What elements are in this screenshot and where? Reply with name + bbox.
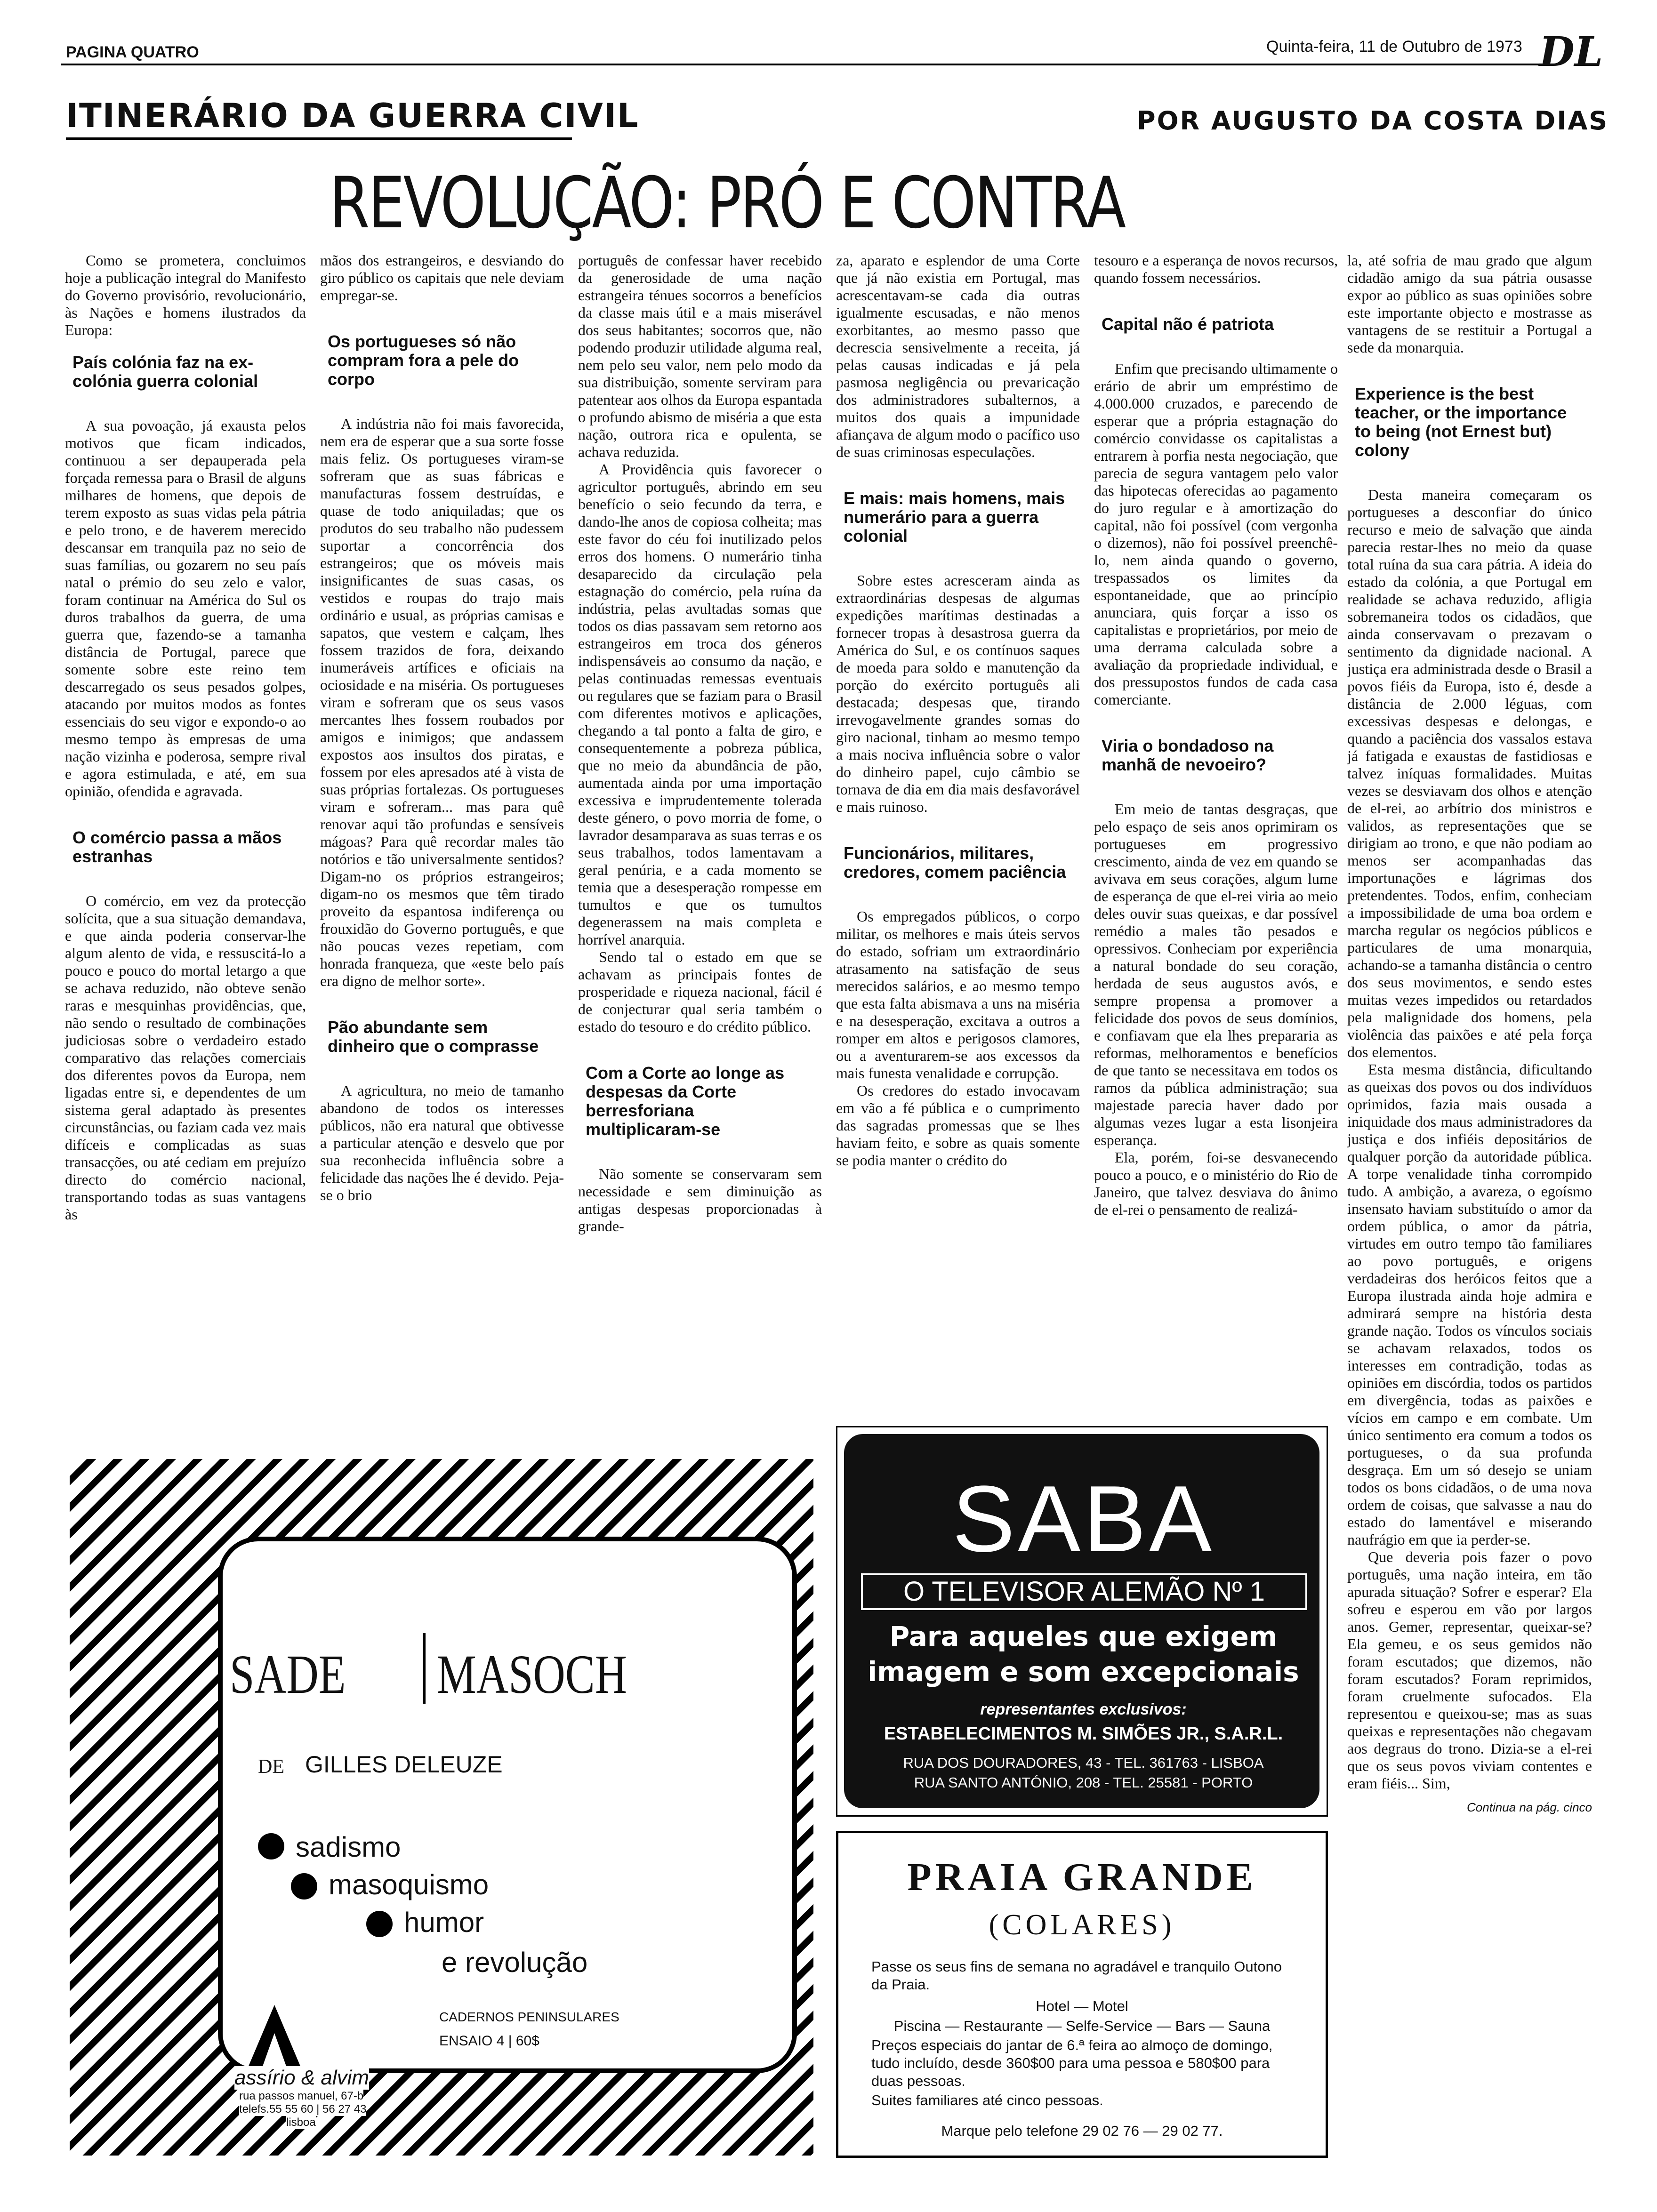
subhead: Capital não é patriota <box>1102 314 1274 334</box>
section-title-underline <box>66 137 572 140</box>
publisher-phones: telefs.55 55 60 | 56 27 43 <box>239 2103 367 2116</box>
book-advertisement <box>65 1454 818 2160</box>
article-column-5 <box>1094 252 1338 1218</box>
paragraph: Sendo tal o estado em que se achavam as principais fontes de prosperidade e riqueza nacional, fácil é de conjecturar qual seria também o estado do tesouro e do crédito público. <box>578 948 822 1035</box>
paragraph: Sobre estes acresceram ainda as extraordinárias despesas de algumas expedições marítimas destinadas a fornecer tropas à desastrosa guerra da América do Sul, e os contínuos saques de moeda para soldo e manutenção da porção do exército português ali destacada; despesas que, tirando irrevogavelmente grandes somas do giro nacional, tinham ao mesmo tempo a mais nociva influência sobre o valor do dinheiro papel, cujo câmbio se tornava de dia em dia mais desfavorável e mais ruinoso. <box>836 572 1080 815</box>
striped-frame <box>65 1454 818 2160</box>
paragraph: za, aparato e esplendor de uma Corte que já não existia em Portugal, mas acrescentavam-se cada dia outras igualmente escusadas, e não menos exorbitantes, ao mesmo passo que decrescia sensivelmente a receita, já pelas causas indicadas e já pela pasmosa negligência ou prevaricação dos administradores subalternos, a muitos dos quais a impunidade afiançava de algum modo o pacífico uso de suas criminosas especulações. <box>836 252 1080 460</box>
saba-company: ESTABELECIMENTOS M. SIMÕES JR., S.A.R.L. <box>884 1724 1283 1744</box>
main-headline: REVOLUÇÃO: PRÓ E CONTRA <box>330 162 1125 244</box>
saba-line2: imagem e som excepcionais <box>868 1656 1299 1688</box>
paragraph: A agricultura, no meio de tamanho abandono de todos os interesses públicos, não era natural que obtivesse a particular atenção e desvelo que por sua reconhecida influência sobre a felicidade das nações lhe é devido. Peja-se o brio <box>320 1082 564 1203</box>
paragraph: la, até sofria de mau grado que algum cidadão amigo da sua pátria ousasse expor ao público as suas opiniões sobre este importante objecto e mostrasse as vantagens de se restituir a Portugal a sede da monarquia. <box>1347 252 1592 356</box>
byline: POR AUGUSTO DA COSTA DIAS <box>1137 106 1609 136</box>
paragraph: A indústria não foi mais favorecida, nem era de esperar que a sua sorte fosse mais feliz. Os portugueses viram-se sofreram que as suas fábricas e manufacturas fossem destruídas, e quase de todo aniquiladas; que os produtos do seu trabalho não pudessem suportar a concorrência dos estrangeiros; que os móveis mais insignificantes de suas casas, os vestidos e roupas do trajo mais ordinário e usual, as próprias camisas e sapatos, que vestem e calçam, lhes fossem trazidos de fora, deixando inumeráveis artífices e oficiais na ociosidade e na miséria. Os portugueses viram e sofreram que os seus vasos mercantes lhes fossem roubados por amigos e inimigos; que andassem expostos aos insultos dos piratas, e fossem por eles apresados até à vista de suas próprias fortalezas. Os portugueses viram e sofreram... mas para quê renovar aqui tão profundas e sensíveis mágoas? Para quê recordar males tão notórios e tão universalmente sentidos? Digam-no os próprios estrangeiros; digam-no os mesmos que têm tirado proveito da espantosa indiferença ou frouxidão do Governo português, e que não poucas vezes repetiam, com honrada franqueza, que «este belo país era digno de melhor sorte». <box>320 415 564 989</box>
paragraph: Ela, porém, foi-se desvanecendo pouco a pouco, e o ministério do Rio de Janeiro, que talvez desviava do ânimo de el-rei o pensamento de realizá- <box>1094 1149 1338 1218</box>
paragraph: A sua povoação, já exausta pelos motivos que ficam indicados, continuou a ser depauperada pela forçada remessa para o Brasil de alguns milhares de homens, que depois de terem exposto as suas vidas pela pátria e pelo trono, e de haverem merecido descansar em tranquila paz no seio de suas famílias, ou gozarem no seu país natal o prémio do seu zelo e valor, foram continuar na América do Sul os duros trabalhos da guerra, de uma guerra que, fazendo-se a tamanha distância de Portugal, parece que somente sobre este reino tem descarregado os seus pesados golpes, atacando por muitos modos as fontes essenciais do seu vigor e expondo-o ao mesmo tempo às empresas de uma nação vizinha e poderosa, sempre rival e agora estimulada, e até, em sua opinião, ofendida e agravada. <box>65 417 306 800</box>
praia-grande-advertisement <box>836 1831 1328 2158</box>
saba-brand: SABA <box>952 1467 1215 1571</box>
issue-date: Quinta-feira, 11 de Outubro de 1973 <box>1266 38 1522 56</box>
section-title: ITINERÁRIO DA GUERRA CIVIL <box>66 96 639 135</box>
praia-intro: Passe os seus fins de semana no agradável e tranquilo Outono da Praia. <box>871 1958 1282 1993</box>
edition-price: ENSAIO 4 | 60$ <box>439 2033 539 2049</box>
bullet-dot <box>291 1873 317 1899</box>
theme-item: sadismo <box>296 1831 401 1863</box>
paragraph: Não somente se conservaram sem necessidade e sem diminuição as antigas despesas proporcionadas à grande- <box>578 1165 822 1234</box>
title-divider <box>423 1633 426 1704</box>
subhead: E mais: mais homens, mais numerário para a guerra colonial <box>844 489 1065 545</box>
paragraph: Esta mesma distância, dificultando as queixas dos povos ou dos indivíduos oprimidos, fazia mais ousada a iniquidade dos maus administradores da justiça e dos infiéis depositários de qualquer porção da autoridade pública. A torpe venalidade tinha corrompido tudo. A ambição, a avareza, o egoísmo insensato haviam substituído o amor da ordem pública, o amor da pátria, virtudes em outro tempo tão familiares ao povo português, e origens verdadeiras dos heróicos feitos que a Europa ilustrada ainda hoje admira e admirará sempre na história desta grande nação. Todos os vínculos sociais se achavam relaxados, todos os interesses em contradição, todas as opiniões em discórdia, todos os partidos em divergência, todas as paixões e vícios em campo e em combate. Um único sentimento era comum a todos os portugueses, o da sua profunda desgraça. Em um só desejo se uniam todos os bons cidadãos, o de uma nova ordem de coisas, que salvasse a nau do estado do lamentável e miserando naufrágio em que ia perder-se. <box>1347 1061 1592 1548</box>
author-name: GILLES DELEUZE <box>305 1751 503 1778</box>
saba-tagline: O TELEVISOR ALEMÃO Nº 1 <box>861 1573 1307 1610</box>
paragraph: tesouro e a esperança de novos recursos, quando fossem necessários. <box>1094 252 1338 286</box>
article-intro: Como se prometera, concluimos hoje a publicação integral do Manifesto do Governo provisório, revolucionário, às Nações e homens ilustrados da Europa: <box>65 252 306 338</box>
subhead: País colónia faz na ex-colónia guerra colonial <box>72 353 258 391</box>
saba-address-porto: RUA SANTO ANTÓNIO, 208 - TEL. 25581 - PORTO <box>914 1774 1253 1791</box>
paragraph: mãos dos estrangeiros, e desviando do giro público os capitais que nele deviam empregar-se. <box>320 252 564 304</box>
author-prefix: DE <box>258 1756 284 1778</box>
publisher-name: assírio & alvim <box>234 2066 370 2089</box>
subhead: Experience is the best teacher, or the importance to being (not Ernest but) colony <box>1355 384 1567 460</box>
article-column-1 <box>65 252 306 1223</box>
praia-hotel: Hotel — Motel <box>1036 1998 1128 2014</box>
publisher-address: rua passos manuel, 67-b <box>239 2090 364 2102</box>
saba-address-lisboa: RUA DOS DOURADORES, 43 - TEL. 361763 - LISBOA <box>903 1755 1264 1771</box>
header-rule <box>61 64 1539 65</box>
subhead: O comércio passa a mãos estranhas <box>72 828 282 866</box>
theme-item: e revolução <box>442 1947 588 1978</box>
book-title-left: SADE <box>230 1643 346 1705</box>
praia-prices: Preços especiais do jantar de 6.ª feira ao almoço de domingo, tudo incluído, desde 360$00 para uma pessoa e 580$00 para duas pessoas. <box>871 2037 1273 2089</box>
page-label: PAGINA QUATRO <box>66 43 199 61</box>
bullet-dot <box>258 1833 284 1859</box>
subhead: Funcionários, militares, credores, comem paciência <box>844 843 1066 882</box>
praia-facilities: Piscina — Restaurante — Selfe-Service — Bars — Sauna <box>893 2018 1271 2034</box>
praia-suites: Suites familiares até cinco pessoas. <box>871 2092 1103 2108</box>
paragraph: português de confessar haver recebido da generosidade de uma nação estrangeira ténues socorros a benefícios da classe mais útil e a mais miserável dos seus habitantes; socorros que, não podendo produzir utilidade alguma real, nem pelo seu valor, nem pelo modo da sua distribuição, somente serviram para patentear aos olhos da Europa espantada o profundo abismo de miséria a que esta nação, outrora rica e opulenta, se achava reduzida. <box>578 252 822 460</box>
publisher-logo-icon <box>249 2005 300 2066</box>
newspaper-logo: DL <box>1539 28 1603 76</box>
article-column-2 <box>320 252 564 1204</box>
subhead: Viria o bondadoso na manhã de nevoeiro? <box>1102 736 1274 774</box>
book-title-right: MASOCH <box>437 1643 627 1705</box>
subhead: Os portugueses só não compram fora a pele do corpo <box>328 332 519 389</box>
theme-item: humor <box>404 1907 484 1938</box>
publisher-city: lisboa <box>286 2116 316 2129</box>
article-column-4 <box>836 252 1080 1169</box>
article-column-3 <box>578 252 822 1235</box>
subhead: Com a Corte ao longe as despesas da Corte berresforiana multiplicaram-se <box>586 1063 785 1139</box>
series-name: CADERNOS PENINSULARES <box>439 2010 619 2024</box>
paragraph: Os credores do estado invocavam em vão a fé pública e o cumprimento das sagradas promessas que se lhes haviam feito, e sobre as quais somente se podia manter o crédito do <box>836 1082 1080 1169</box>
praia-title: PRAIA GRANDE <box>907 1855 1257 1899</box>
saba-advertisement <box>836 1426 1328 1817</box>
paragraph: O comércio, em vez da protecção solícita, que a sua situação demandava, e que ainda poderia conservar-lhe algum alento de vida, e ressuscitá-lo a pouco e pouco do mortal letargo a que se achava reduzido, não obteve senão raras e mesquinhas providências, que, não sendo o resultado de combinações judiciosas sobre o verdadeiro estado comparativo das relações comerciais dos diferentes povos da Europa, nem ligadas entre si, e dependentes de um sistema geral adaptado às presentes circunstâncias, ou faziam cada vez mais difíceis e complicadas as suas transacções, ou até cediam em prejuízo directo do comércio nacional, transportando todas as suas vantagens às <box>65 892 306 1223</box>
praia-phone[interactable]: Marque pelo telefone 29 02 76 — 29 02 77. <box>941 2123 1223 2139</box>
saba-rep-label: representantes exclusivos: <box>980 1700 1187 1718</box>
praia-subtitle: (COLARES) <box>989 1909 1175 1941</box>
paragraph: Os empregados públicos, o corpo militar, os melhores e mais úteis servos do estado, sofriam um extraordinário atrasamento na satisfação de seus merecidos salários, e ao mesmo tempo que esta falta abismava a uns na miséria e na desesperação, excitava a outros a romper em altos e perigosos clamores, ou a aventurarem-se aos excessos da mais funesta venalidade e corrupção. <box>836 908 1080 1082</box>
paragraph: A Providência quis favorecer o agricultor português, abrindo em seu benefício o seio fecundo da terra, e dando-lhe anos de copiosa colheita; mas este favor do céu foi inutilizado pelos erros dos homens. O numerário tinha desaparecido da circulação pela estagnação do comércio, pela ruína da indústria, pelas avultadas somas que todos os dias passavam sem retorno aos estrangeiros em troca dos géneros indispensáveis ao consumo da nação, e pelas continuadas remessas eventuais ou regulares que se faziam para o Brasil com diferentes motivos e aplicações, chegando a tal ponto a falta de giro, e consequentemente a pobreza pública, que no meio da abundância de pão, aumentada ainda por uma importação excessiva e imprudentemente tolerada deste género, o povo morria de fome, o lavrador desamparava as suas terras e os seus trabalhos, todos lamentavam a geral penúria, e a cada momento se temia que a desesperação rompesse em tumultos e que os tumultos degenerassem na mais completa e horrível anarquia. <box>578 461 822 948</box>
theme-item: masoquismo <box>329 1869 489 1900</box>
paragraph: Enfim que precisando ultimamente o erário de abrir um empréstimo de 4.000.000 cruzados, e parecendo de esperar que a própria estagnação do comércio convidasse os capitalistas a entrarem à porfia nesta negociação, que parecia de segura vantagem pelo valor das hipotecas oferecidas ao pagamento do juro regular e à amortização do capital, não foi possível (com vergonha o dizemos), não foi possível preenchê-lo, nem ainda quando o governo, trespassados os limites da espontaneidade, que ao princípio anunciara, quis forçar a isso os capitalistas e proprietários, por meio de uma derrama calculada sobre a avaliação da propriedade individual, e dos pressupostos fundos de cada casa comerciante. <box>1094 360 1338 708</box>
bullet-dot <box>366 1911 393 1937</box>
paragraph: Que deveria pois fazer o povo português, uma nação inteira, em tão apurada situação? Sofrer e esperar? Ela sofreu e esperou em vão por largos anos. Gemer, representar, queixar-se? Ela gemeu, e os seus gemidos não foram escutados; que dizemos, não foram escutados? Foram reprimidos, foram cruelmente sufocados. Ela representou e queixou-se; mas as suas queixas e representações não chegavam aos degraus do trono. Dizia-se a el-rei que os seus povos viviam contentes e eram fiéis... Sim, <box>1347 1548 1592 1792</box>
paragraph: Desta maneira começaram os portugueses a desconfiar do único recurso e meio de salvação que ainda parecia restar-lhes no meio da quase total ruína da sua cara pátria. A ideia do estado da colónia, a que Portugal em realidade se achava reduzido, afligia sobremaneira todos os cidadãos, que ainda conservavam o prezavam o sentimento da dignidade nacional. A justiça era administrada desde o Brasil a povos fiéis da Europa, isto é, desde a distância de 2.000 léguas, com excessivas despesas e delongas, e quando a paciência dos vassalos estava já fatigada e exaustas de fastidiosas e talvez iníquas formalidades. Muitas vezes se desviavam dos olhos e atenção de el-rei, ao arbítrio dos ministros e validos, as representações que se dirigiam ao trono, e que não podiam ao menos ser acompanhadas das importunações e lágrimas dos pretendentes. Todos, enfim, conheciam a impossibilidade de uma boa ordem e marcha regular os negócios públicos e particulares de uma monarquia, achando-se a tamanha distância o centro dos seus movimentos, e sendo estes muitas vezes impedidos ou retardados pela malignidade dos homens, pela violência das paixões e até pela força dos elementos. <box>1347 486 1592 1060</box>
subhead: Pão abundante sem dinheiro que o comprasse <box>328 1018 539 1056</box>
continued-note[interactable]: Continua na pág. cinco <box>1467 1800 1592 1814</box>
saba-line1: Para aqueles que exigem <box>889 1620 1278 1652</box>
article-column-6 <box>1347 252 1592 1816</box>
paragraph: Em meio de tantas desgraças, que pelo espaço de seis anos oprimiram os portugueses em progressivo crescimento, ainda de vez em quando se avivava em seus corações, algum lume de esperança de que el-rei viria ao meio deles ouvir suas queixas, e dar possível remédio a males tão pesados e opressivos. Conheciam por experiência a natural bondade do seu coração, herdada de seus augustos avós, e sempre propensa a promover a felicidade dos povos de seus domínios, e confiavam que ela lhes prepararia as reformas, melhoramentos e benefícios de que tanto se necessitava em todos os ramos da pública administração; sua majestade parecia haver dado por algumas vezes lugar a esta lisonjeira esperança. <box>1094 801 1338 1148</box>
